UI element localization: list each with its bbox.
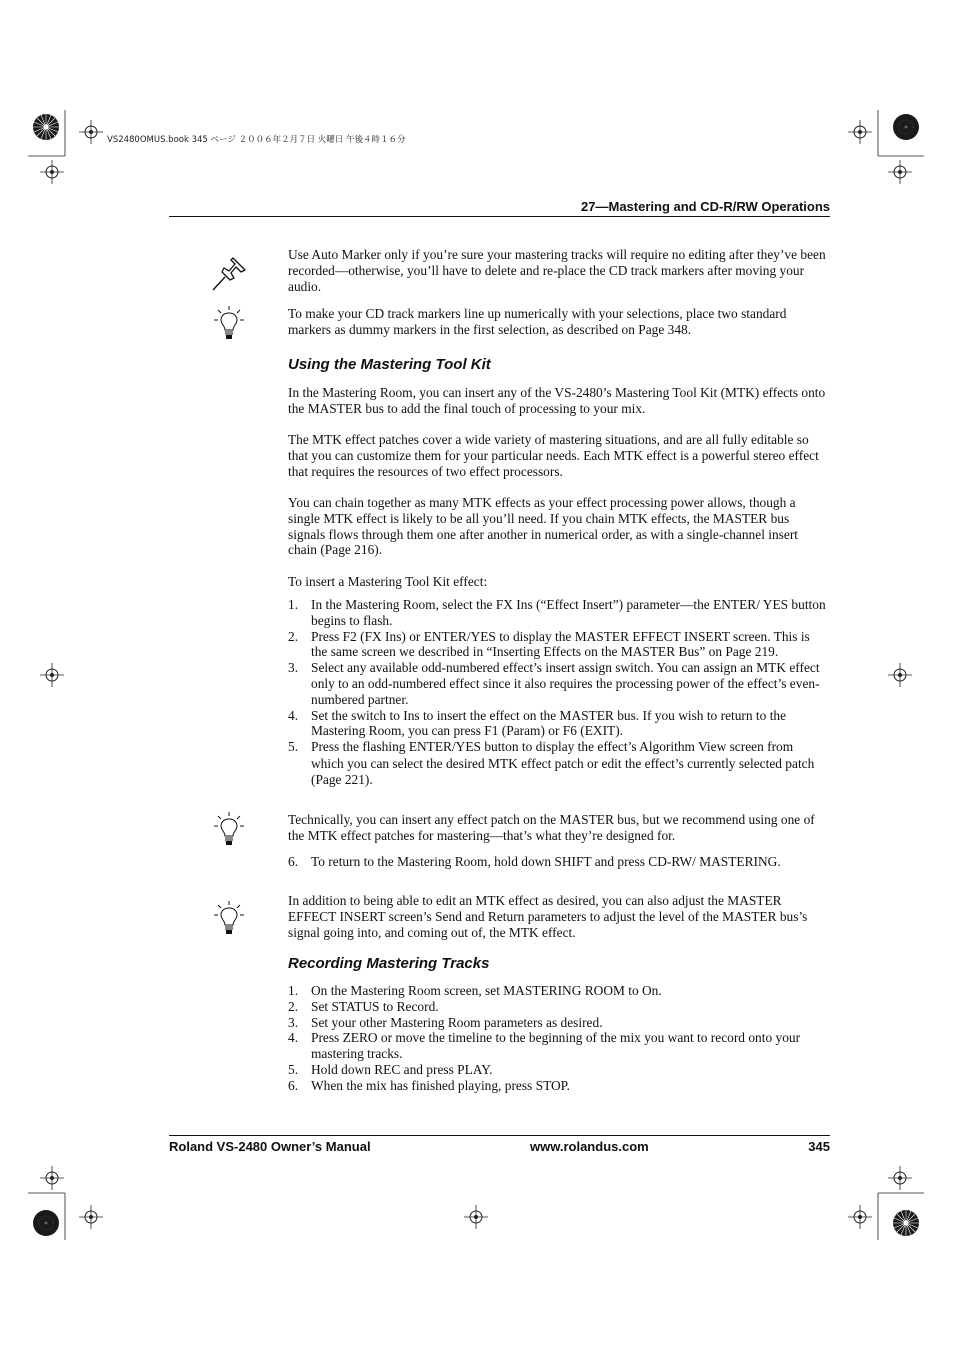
pushpin-icon	[210, 254, 250, 294]
footer-manual-title: Roland VS-2480 Owner’s Manual	[169, 1139, 371, 1154]
list-item: 6. When the mix has finished playing, press STOP.	[288, 1077, 570, 1093]
mtk-insert-steps	[288, 597, 828, 789]
note-auto-marker: Use Auto Marker only if you’re sure your mastering tracks will require no editing after they’ve been recorded—otherwise, you’ll have to delete and re-place the CD track markers after moving your audio.	[288, 247, 826, 294]
footer-website: www.rolandus.com	[530, 1139, 649, 1154]
list-item: 5. Hold down REC and press PLAY.	[288, 1061, 493, 1077]
paragraph-mtk-patches: The MTK effect patches cover a wide variety of mastering situations, and are all fully editable so that you can customize them for your particular needs. Each MTK effect is a powerful stereo effect that requires the resources of two effect processors.	[288, 432, 819, 479]
chapter-header-title: 27—Mastering and CD-R/RW Operations	[581, 199, 830, 214]
list-item: 2. Set STATUS to Record.	[288, 998, 439, 1014]
header-rule	[169, 216, 830, 217]
list-item: 2. Press F2 (FX Ins) or ENTER/YES to display the MASTER EFFECT INSERT screen. This is the same screen we described in “Inserting Effects on the MASTER Bus” on Page 219.	[288, 628, 810, 660]
section-heading-mastering-tool-kit: Using the Mastering Tool Kit	[288, 356, 491, 373]
paragraph-mtk-intro: In the Mastering Room, you can insert any of the VS-2480’s Mastering Tool Kit (MTK) effects onto the MASTER bus to add the final touch of processing to your mix.	[288, 385, 826, 416]
procedure-intro: To insert a Mastering Tool Kit effect:	[288, 574, 488, 589]
tip-any-effect-patch: Technically, you can insert any effect patch on the MASTER bus, but we recommend using one of the MTK effect patches for mastering—that’s what they’re designed for.	[288, 812, 815, 843]
list-item: 4. Press ZERO or move the timeline to the beginning of the mix you want to record onto your mastering tracks.	[288, 1030, 801, 1062]
list-item: 1. In the Mastering Room, select the FX Ins (“Effect Insert”) parameter—the ENTER/ YES button begins to flash.	[288, 597, 826, 628]
paragraph-mtk-chain: You can chain together as many MTK effects as your effect processing power allows, though a single MTK effect is likely to be all you’ll need. If you chain MTK effects, the MASTER bus signals flows through them one after another in numerical order, as with a single-channel insert chain (Page 216).	[288, 495, 799, 558]
list-item: 3. Set your other Mastering Room parameters as desired.	[288, 1014, 603, 1030]
lightbulb-icon	[213, 811, 245, 847]
lightbulb-icon	[213, 305, 245, 341]
list-item: 6. To return to the Mastering Room, hold down SHIFT and press CD-RW/ MASTERING.	[288, 854, 781, 869]
section-heading-recording-mastering-tracks: Recording Mastering Tracks	[288, 955, 490, 972]
list-item: 3. Select any available odd-numbered effect’s insert assign switch. You can assign an MTK effect only to an odd-numbered effect since it also requires the processing power of the effect’s even-numbered partner.	[288, 660, 820, 707]
lightbulb-icon	[213, 900, 245, 936]
page-number: 345	[808, 1139, 830, 1154]
list-item: 5. Press the flashing ENTER/YES button to display the effect’s Algorithm View screen from which you can select the desired MTK effect patch or edit the effect’s currently selected patch (Page 221).	[288, 739, 815, 788]
list-item: 1. On the Mastering Room screen, set MASTERING ROOM to On.	[288, 983, 662, 998]
tip-dummy-markers: To make your CD track markers line up numerically with your selections, place two standard markers as dummy markers in the first selection, as described on Page 348.	[288, 306, 787, 337]
tip-send-return: In addition to being able to edit an MTK effect as desired, you can also adjust the MASTER EFFECT INSERT screen’s Send and Return parameters to adjust the level of the MASTER bus’s signal going into, and coming out of, the MTK effect.	[288, 893, 808, 940]
print-info-line: VS2480OMUS.book 345 ページ ２００６年２月７日 火曜日 午後４時１６分	[107, 135, 406, 145]
recording-steps	[288, 983, 828, 1094]
mtk-return-step	[288, 854, 828, 871]
footer-rule	[169, 1135, 830, 1136]
list-item: 4. Set the switch to Ins to insert the effect on the MASTER bus. If you wish to return to the Mastering Room, you can press F1 (Param) or F6 (EXIT).	[288, 707, 787, 739]
